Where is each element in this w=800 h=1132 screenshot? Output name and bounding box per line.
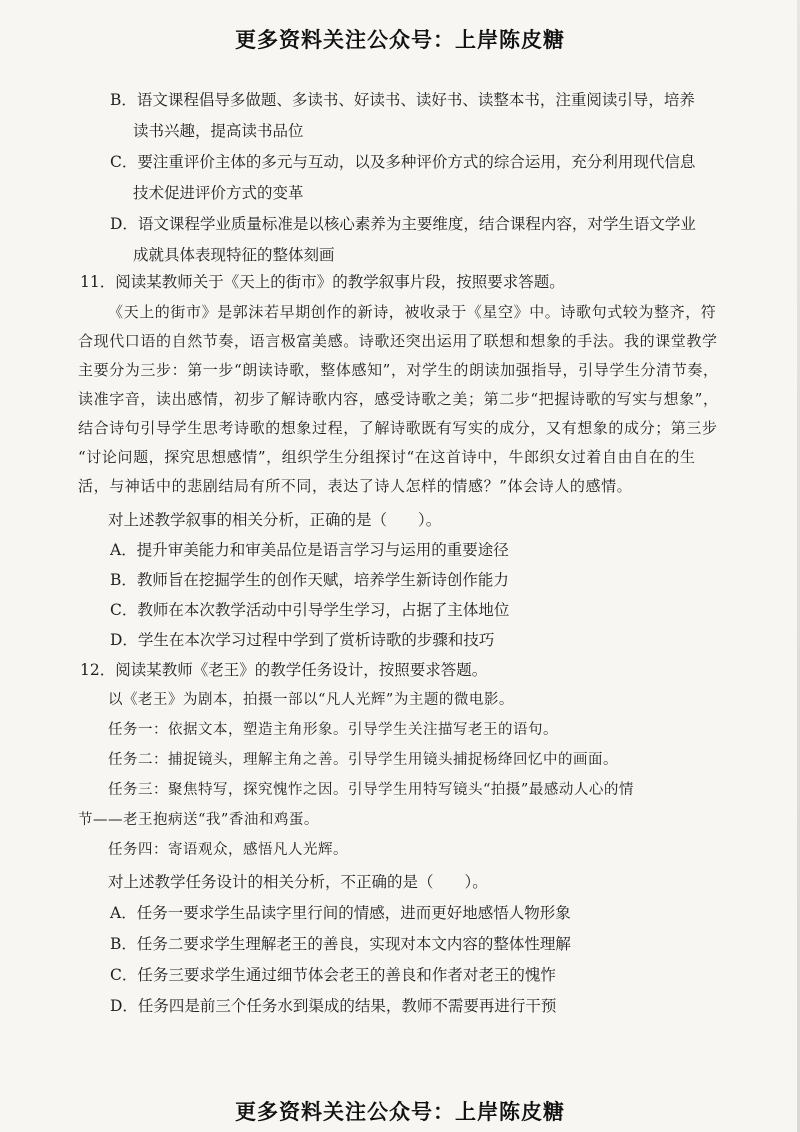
header-banner: 更多资料关注公众号：上岸陈皮糖 xyxy=(235,28,565,52)
q12-option-b: B．任务二要求学生理解老王的善良，实现对本文内容的整体性理解 xyxy=(110,935,571,953)
q11-passage-line: 《天上的街市》是郭沫若早期创作的新诗，被收录于《星空》中。诗歌句式较为整齐，符 xyxy=(108,303,717,321)
q11-option-c: C．教师在本次教学活动中引导学生学习，占据了主体地位 xyxy=(110,601,510,619)
q10-option-d-line2: 成就具体表现特征的整体刻画 xyxy=(133,246,335,264)
q12-task-3: 任务三：聚焦特写，探究愧怍之因。引导学生用特写镜头“拍摄”最感动人心的情 xyxy=(108,782,634,798)
q12-task-2: 任务二：捕捉镜头，理解主角之善。引导学生用镜头捕捉杨绛回忆中的画面。 xyxy=(108,752,618,768)
q11-passage-line: 主要分为三步：第一步“朗读诗歌，整体感知”，对学生的朗读加强指导，引导学生分清节奏， xyxy=(78,361,719,379)
q12-stem: 12．阅读某教师《老王》的教学任务设计，按照要求答题。 xyxy=(80,661,488,679)
q11-passage-line: 读准字音，读出感情，初步了解诗歌内容，感受诗歌之美；第二步“把握诗歌的写实与想象”， xyxy=(78,390,719,408)
q11-question: 对上述教学叙事的相关分析，正确的是（ ）。 xyxy=(108,511,442,529)
q12-task-3-cont: 节——老王抱病送“我”香油和鸡蛋。 xyxy=(78,812,319,828)
q11-passage-line: 合现代口语的自然节奏，语言极富美感。诗歌还突出运用了联想和想象的手法。我的课堂教学 xyxy=(78,332,718,350)
q10-option-b-line1: B．语文课程倡导多做题、多读书、好读书、读好书、读整本书，注重阅读引导，培养 xyxy=(110,91,695,109)
q12-option-a: A．任务一要求学生品读字里行间的情感，进而更好地感悟人物形象 xyxy=(110,904,571,922)
q10-option-c-line1: C．要注重评价主体的多元与互动，以及多种评价方式的综合运用，充分利用现代信息 xyxy=(110,153,696,171)
q11-option-a: A．提升审美能力和审美品位是语言学习与运用的重要途径 xyxy=(110,541,509,559)
q12-option-d: D．任务四是前三个任务水到渠成的结果，教师不需要再进行干预 xyxy=(110,997,557,1015)
q12-option-c: C．任务三要求学生通过细节体会老王的善良和作者对老王的愧怍 xyxy=(110,966,556,984)
q12-task-4: 任务四：寄语观众，感悟凡人光辉。 xyxy=(108,842,348,858)
q11-passage-line: 结合诗句引导学生思考诗歌的想象过程，了解诗歌既有写实的成分，又有想象的成分；第三步 xyxy=(78,419,718,437)
q10-option-c-line2: 技术促进评价方式的变革 xyxy=(133,184,304,202)
q12-intro: 以《老王》为剧本，拍摄一部以“凡人光辉”为主题的微电影。 xyxy=(108,692,514,708)
q12-question: 对上述教学任务设计的相关分析，不正确的是（ ）。 xyxy=(108,873,488,891)
q11-passage-line: 活，与神话中的悲剧结局有所不同，表达了诗人怎样的情感？”体会诗人的感情。 xyxy=(78,477,633,495)
q10-option-d-line1: D．语文课程学业质量标准是以核心素养为主要维度，结合课程内容，对学生语文学业 xyxy=(110,215,696,233)
q11-option-b: B．教师旨在挖掘学生的创作天赋，培养学生新诗创作能力 xyxy=(110,571,509,589)
footer-banner: 更多资料关注公众号：上岸陈皮糖 xyxy=(235,1100,565,1124)
q11-passage-line: “讨论问题，探究思想感情”，组织学生分组探讨“在这首诗中，牛郎织女过着自由自在的生 xyxy=(78,448,696,466)
q11-option-d: D．学生在本次学习过程中学到了赏析诗歌的步骤和技巧 xyxy=(110,631,495,649)
q10-option-b-line2: 读书兴趣，提高读书品位 xyxy=(133,122,304,140)
q11-stem: 11．阅读某教师关于《天上的街市》的教学叙事片段，按照要求答题。 xyxy=(80,273,565,291)
q12-task-1: 任务一：依据文本，塑造主角形象。引导学生关注描写老王的语句。 xyxy=(108,722,558,738)
